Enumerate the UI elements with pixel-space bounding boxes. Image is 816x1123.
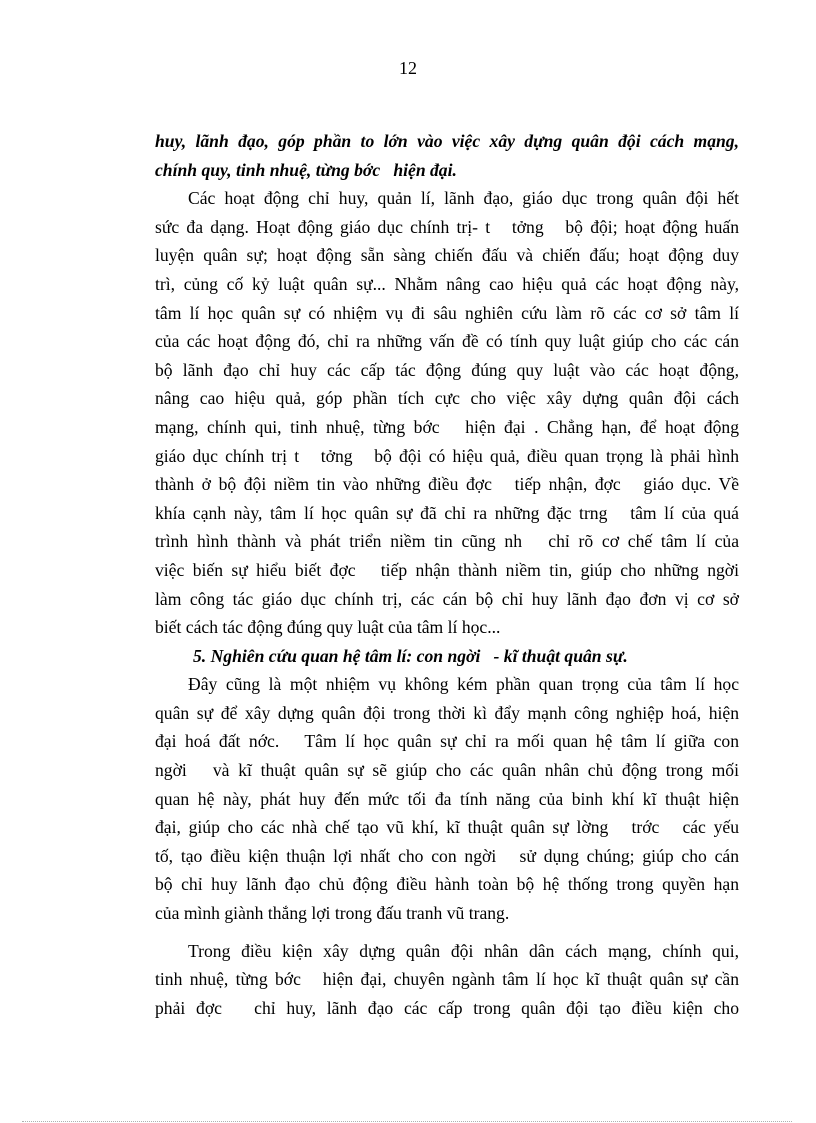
text-line: Các hoạt động chỉ huy, quản lí, lãnh đạo, giáo dục trong quân đội hết	[188, 188, 739, 209]
text-line: đại, giúp cho các nhà chế tạo vũ khí, kĩ thuật quân sự lờng trớc các yếu	[155, 817, 739, 838]
text-line: làm công tác giáo dục chính trị, các cán bộ chỉ huy lãnh đạo đơn vị cơ sở	[155, 588, 739, 609]
text-line: mạng, chính qui, tinh nhuệ, từng bớc hiện đại . Chẳng hạn, để hoạt động	[155, 416, 739, 437]
text-line: của mình giành thắng lợi trong đấu tranh vũ trang.	[155, 903, 510, 924]
text-line: tố, tạo điều kiện thuận lợi nhất cho con ngời sử dụng chúng; giúp cho cán	[155, 845, 739, 866]
text-line: việc biến sự hiểu biết đợc tiếp nhận thành niềm tin, giúp cho những ngời	[155, 559, 739, 580]
text-line: giáo dục chính trị t tởng bộ đội có hiệu quả, điều quan trọng là phải hình	[155, 445, 739, 466]
text-line: bộ chỉ huy lãnh đạo chủ động điều hành toàn bộ hệ thống trong quyền hạn	[155, 874, 739, 895]
page-number: 12	[399, 58, 417, 78]
text-line: khía cạnh này, tâm lí học quân sự đã chỉ ra những đặc trng tâm lí của quá	[155, 502, 739, 523]
text-line: sức đa dạng. Hoạt động giáo dục chính trị- t tởng bộ đội; hoạt động huấn	[155, 216, 739, 237]
text-line: Đây cũng là một nhiệm vụ không kém phần quan trọng của tâm lí học	[188, 674, 739, 695]
text-line: ngời và kĩ thuật quân sự sẽ giúp cho các quân nhân chủ động trong mối	[155, 760, 739, 781]
text-line: Trong điều kiện xây dựng quân đội nhân dân cách mạng, chính qui,	[188, 940, 739, 961]
text-line: tinh nhuệ, từng bớc hiện đại, chuyên ngành tâm lí học kĩ thuật quân sự cần	[155, 969, 739, 990]
text-line: phải đợc chỉ huy, lãnh đạo các cấp trong quân đội tạo điều kiện cho	[155, 997, 739, 1018]
text-line: trình hình thành và phát triển niềm tin cũng nh chỉ rõ cơ chế tâm lí của	[155, 531, 739, 552]
text-line: biết cách tác động đúng quy luật của tâm lí học...	[155, 617, 501, 638]
text-line: chính quy, tinh nhuệ, từng bớc hiện đại.	[155, 159, 457, 180]
text-line: thành ở bộ đội niềm tin vào những điều đợc tiếp nhận, đợc giáo dục. Về	[155, 474, 739, 495]
section-heading: 5. Nghiên cứu quan hệ tâm lí: con ngời - kĩ thuật quân sự.	[193, 645, 628, 666]
text-line: trì, củng cố kỷ luật quân sự... Nhằm nâng cao hiệu quả các hoạt động này,	[155, 273, 739, 294]
text-line: nâng cao hiệu quả, góp phần tích cực cho việc xây dựng quân đội cách	[155, 388, 739, 409]
text-line: tâm lí học quân sự có nhiệm vụ đi sâu nghiên cứu làm rõ các cơ sở tâm lí	[155, 302, 739, 323]
document-body	[155, 127, 739, 1022]
text-line: đại hoá đất nớc. Tâm lí học quân sự chỉ ra mối quan hệ tâm lí giữa con	[155, 731, 739, 752]
text-line: quân sự để xây dựng quân đội trong thời kì đẩy mạnh công nghiệp hoá, hiện	[155, 702, 739, 723]
paragraph-gap	[155, 928, 739, 937]
text-line: luyện quân sự; hoạt động sẵn sàng chiến đấu và chiến đấu; hoạt động duy	[155, 245, 739, 266]
text-line: quan hệ này, phát huy đến mức tối đa tính năng của binh khí kĩ thuật hiện	[155, 788, 739, 809]
text-line: bộ lãnh đạo chỉ huy các cấp tác động đúng quy luật vào các hoạt động,	[155, 359, 739, 380]
text-line: của các hoạt động đó, chỉ ra những vấn đề có tính quy luật giúp cho các cán	[155, 331, 739, 352]
text-line: huy, lãnh đạo, góp phần to lớn vào việc xây dựng quân đội cách mạng,	[155, 131, 739, 151]
page-bottom-rule	[22, 1121, 792, 1122]
